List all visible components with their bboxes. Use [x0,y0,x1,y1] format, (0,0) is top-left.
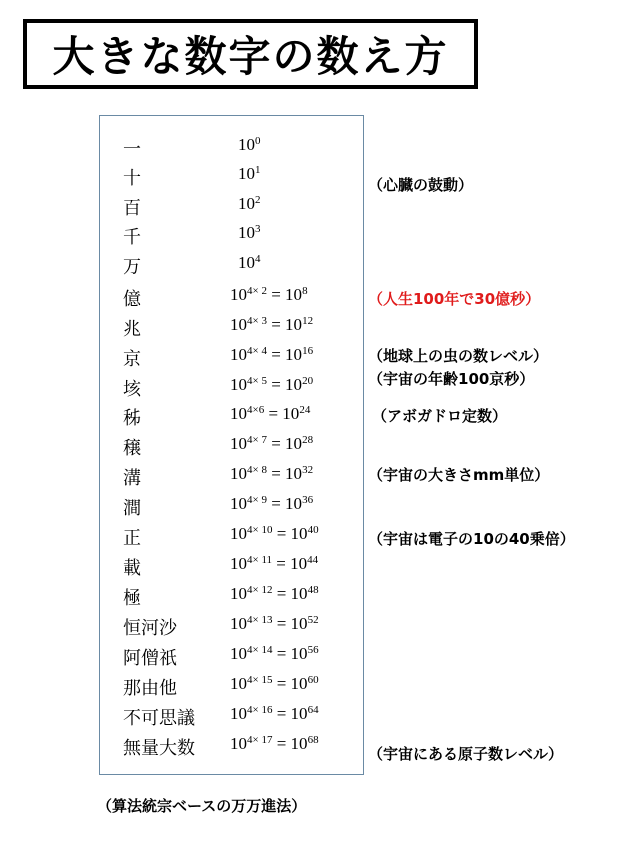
power-base: 10 [230,524,247,543]
unit-name: 十 [123,168,141,189]
power-base: 10 [230,584,247,603]
power-equals: = 10 [272,734,308,753]
power-equals: = 10 [266,375,303,394]
note-heartbeat: （心臓の鼓動） [368,176,474,194]
unit-name: 億 [123,289,141,310]
power-expression [230,704,319,724]
power-expression [230,584,319,604]
table-row [100,220,363,248]
power-expression [230,614,319,634]
table-row [100,161,363,189]
power-expression [230,734,319,754]
power-base: 10 [230,704,247,723]
unit-name: 恒河沙 [123,618,177,639]
power-result-exponent: 52 [307,614,319,626]
table-row [100,312,363,340]
power-equals: = 10 [266,494,303,513]
power-expression [230,494,313,514]
power-equals: = 10 [272,704,308,723]
power-result-exponent: 20 [302,375,314,387]
power-result-exponent: 68 [307,734,319,746]
power-result-exponent: 60 [307,674,319,686]
power-exponent: 4× 10 [247,524,273,536]
power-expression [230,644,319,664]
power-base: 10 [238,164,255,183]
power-equals: = 10 [264,404,300,423]
power-base: 10 [230,285,247,304]
power-expression [238,135,261,155]
power-exponent: 4× 17 [247,734,273,746]
page-title: 大きな数字の数え方 [52,32,449,81]
table-row [100,431,363,459]
power-base: 10 [238,194,255,213]
power-base: 10 [230,494,247,513]
power-expression [230,404,310,424]
unit-name: 那由他 [123,678,177,699]
table-row [100,731,363,759]
unit-name: 千 [123,227,141,248]
power-result-exponent: 16 [302,345,314,357]
power-exponent: 4× 13 [247,614,273,626]
table-row [100,372,363,400]
power-result-exponent: 48 [307,584,319,596]
number-units-table [99,115,364,775]
note-universe-size: （宇宙の大きさmm単位） [368,466,550,484]
unit-name: 一 [123,139,141,160]
power-exponent: 2 [255,194,261,206]
power-exponent: 4× 14 [247,644,273,656]
unit-name: 阿僧祇 [123,648,177,669]
power-equals: = 10 [266,434,303,453]
power-exponent: 4× 8 [247,464,267,476]
power-expression [238,164,261,184]
power-base: 10 [238,223,255,242]
title-box [23,19,478,89]
power-expression [230,434,313,454]
power-base: 10 [230,554,247,573]
power-result-exponent: 40 [307,524,319,536]
power-expression [238,194,261,214]
table-row [100,551,363,579]
note-life: （人生100年で30億秒） [368,290,541,308]
unit-name: 穣 [123,438,141,459]
power-base: 10 [230,375,247,394]
power-expression [230,524,319,544]
power-result-exponent: 36 [302,494,314,506]
unit-name: 垓 [123,379,141,400]
power-base: 10 [238,135,255,154]
power-equals: = 10 [272,674,308,693]
power-base: 10 [230,614,247,633]
power-exponent: 4×6 [247,404,265,416]
power-equals: = 10 [266,285,303,304]
table-row [100,611,363,639]
power-expression [238,253,261,273]
power-base: 10 [230,345,247,364]
table-row [100,342,363,370]
unit-name: 秭 [123,408,141,429]
power-base: 10 [230,674,247,693]
unit-name: 京 [123,349,141,370]
power-exponent: 4× 9 [247,494,267,506]
power-exponent: 4× 15 [247,674,273,686]
power-result-exponent: 64 [307,704,319,716]
table-row [100,671,363,699]
power-base: 10 [230,315,247,334]
unit-name: 兆 [123,319,141,340]
footer-note: （算法統宗ベースの万万進法） [97,797,307,815]
table-row [100,132,363,160]
table-row [100,701,363,729]
power-equals: = 10 [272,554,308,573]
power-result-exponent: 12 [302,315,314,327]
table-row [100,521,363,549]
power-exponent: 3 [255,223,261,235]
power-base: 10 [230,404,247,423]
power-exponent: 4× 4 [247,345,267,357]
power-result-exponent: 44 [307,554,319,566]
note-electron: （宇宙は電子の10の40乗倍） [368,530,575,548]
power-exponent: 4× 11 [247,554,273,566]
power-exponent: 0 [255,135,261,147]
note-insects: （地球上の虫の数レベル） [368,347,549,365]
power-exponent: 4× 7 [247,434,267,446]
power-base: 10 [230,644,247,663]
power-equals: = 10 [272,584,308,603]
power-equals: = 10 [266,464,303,483]
power-expression [230,674,319,694]
power-result-exponent: 28 [302,434,314,446]
power-exponent: 4× 16 [247,704,273,716]
table-row [100,282,363,310]
power-expression [230,315,313,335]
unit-name: 百 [123,198,141,219]
table-row [100,461,363,489]
power-expression [230,375,313,395]
unit-name: 万 [123,257,141,278]
power-base: 10 [230,434,247,453]
table-row [100,491,363,519]
unit-name: 澗 [123,498,141,519]
note-avogadro: （アボガドロ定数） [372,407,508,425]
note-atoms: （宇宙にある原子数レベル） [368,745,564,763]
power-equals: = 10 [266,345,303,364]
power-expression [230,285,308,305]
power-result-exponent: 32 [302,464,314,476]
power-base: 10 [230,734,247,753]
power-exponent: 4× 3 [247,315,267,327]
unit-name: 不可思議 [123,708,195,729]
unit-name: 正 [123,528,141,549]
power-result-exponent: 56 [307,644,319,656]
power-exponent: 4× 12 [247,584,273,596]
power-expression [238,223,261,243]
power-equals: = 10 [272,524,308,543]
power-base: 10 [230,464,247,483]
table-row [100,250,363,278]
power-exponent: 1 [255,164,261,176]
power-exponent: 4× 2 [247,285,267,297]
power-exponent: 4× 5 [247,375,267,387]
power-expression [230,554,318,574]
power-equals: = 10 [272,614,308,633]
table-row [100,641,363,669]
power-expression [230,345,313,365]
power-equals: = 10 [266,315,303,334]
power-exponent: 4 [255,253,261,265]
unit-name: 溝 [123,468,141,489]
power-result-exponent: 8 [302,285,308,297]
power-expression [230,464,313,484]
unit-name: 載 [123,558,141,579]
table-row [100,191,363,219]
table-row [100,401,363,429]
table-row [100,581,363,609]
power-equals: = 10 [272,644,308,663]
unit-name: 無量大数 [123,738,195,759]
unit-name: 極 [123,588,141,609]
power-result-exponent: 24 [299,404,311,416]
power-base: 10 [238,253,255,272]
note-universe-age: （宇宙の年齢100京秒） [368,370,535,388]
